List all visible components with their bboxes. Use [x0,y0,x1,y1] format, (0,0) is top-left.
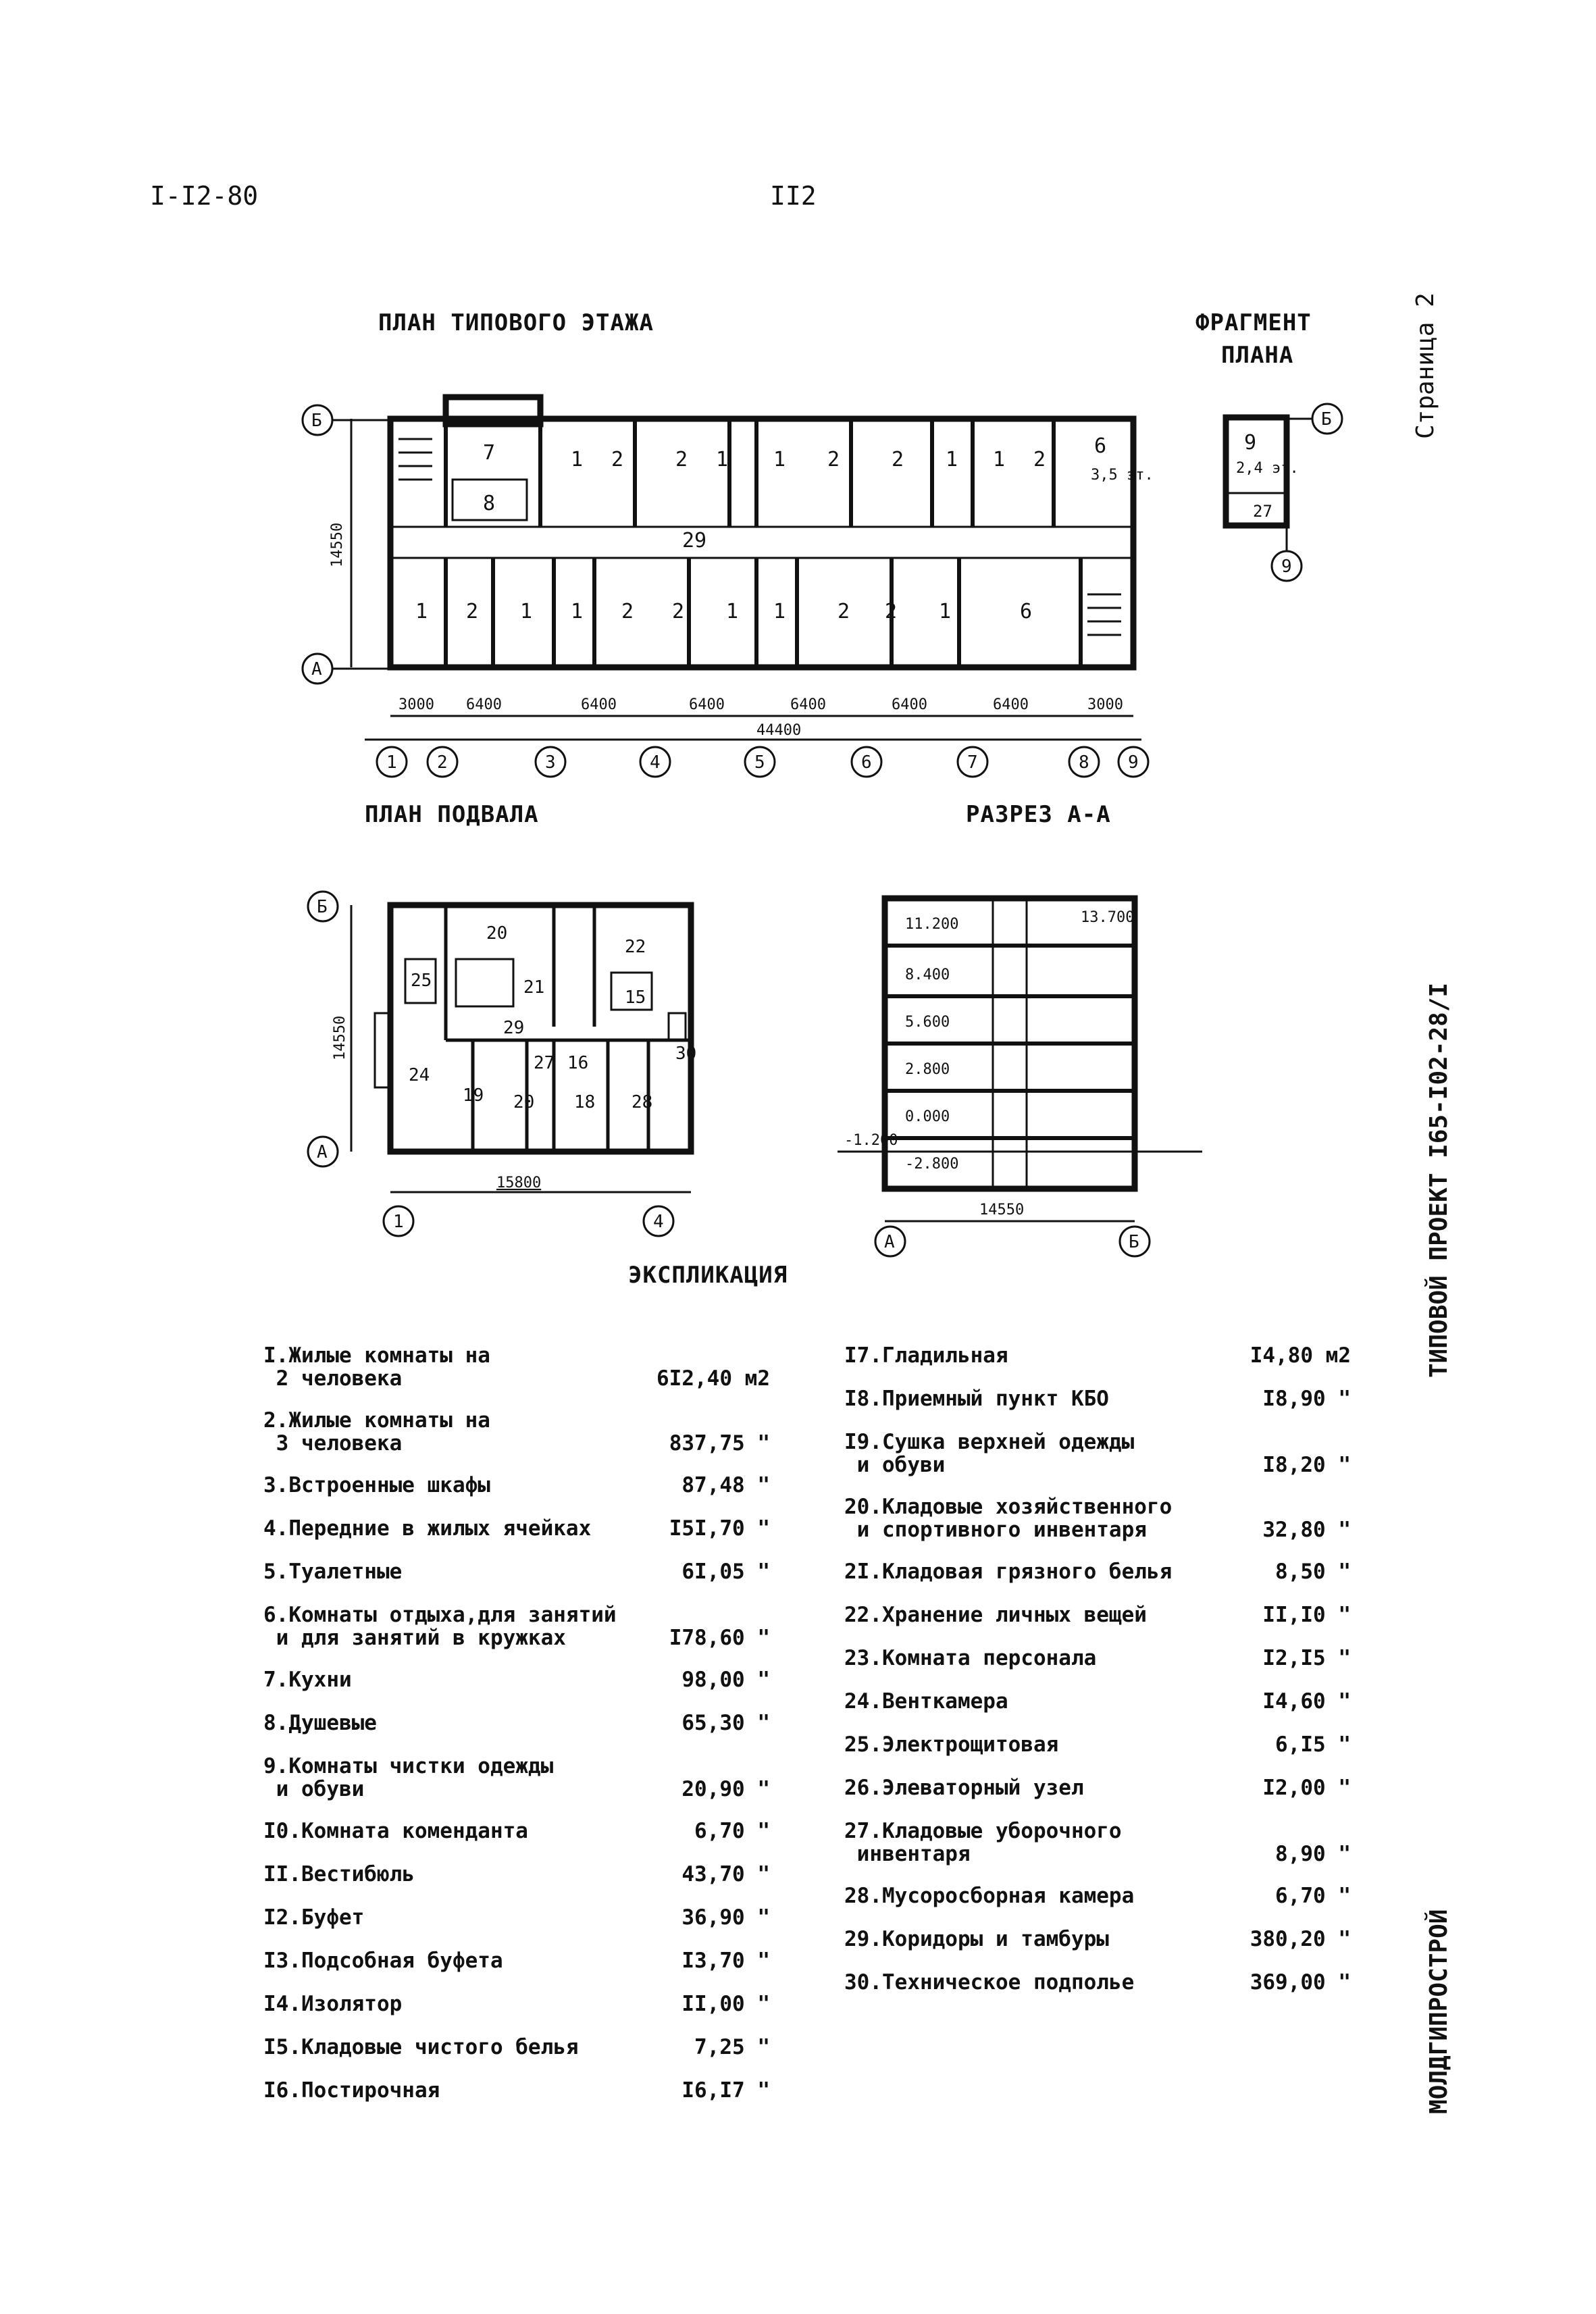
typical-floor-title: ПЛАН ТИПОВОГО ЭТАЖА [378,309,654,336]
page-label: Страница 2 [1412,292,1439,439]
room6-note: 3,5 эт. [1091,467,1154,484]
explication-item-value: II,00 " [681,1992,770,2016]
explication-item-value: I4,60 " [1262,1689,1351,1714]
bs-room: 29 [503,1018,525,1038]
explication-item-value: 87,48 " [681,1473,770,1497]
explication-item-label: 2.Жилые комнаты на 3 человека [263,1408,490,1456]
tf-bottom-room: 1 [773,600,786,623]
tf-span-dim: 6400 [892,696,927,713]
tf-axis-label: 3 [545,752,556,773]
explication-item-value: 32,80 " [1262,1518,1351,1542]
bs-room: 25 [411,971,432,991]
fragment-room: 9 [1244,431,1257,455]
tf-axis-label: 1 [386,752,397,773]
sec-level: 5.600 [905,1014,950,1031]
sec-top-level: 13.700 [1081,909,1135,926]
tf-bottom-room: 1 [571,600,584,623]
fragment-title-2: ПЛАНА [1221,342,1294,369]
fragment-title-1: ФРАГМЕНТ [1195,309,1312,336]
page-number: II2 [770,181,817,211]
bs-room: 16 [567,1053,589,1073]
explication-item-label: 2I.Кладовая грязного белья [844,1560,1173,1584]
explication-item-value: 6,70 " [1275,1884,1351,1908]
explication-item-value: 837,75 " [669,1431,770,1456]
bs-room: 24 [409,1065,430,1085]
explication-item-label: 20.Кладовые хозяйственного и спортивного инвентаря [844,1495,1173,1542]
bs-room: 21 [523,977,545,998]
bs-axis-b: Б [317,897,328,917]
explication-item-label: 27.Кладовые уборочного инвентаря [844,1819,1122,1866]
explication-item-value: 7,25 " [694,2035,770,2059]
tf-top-room: 1 [716,448,729,471]
explication-item-label: 26.Элеваторный узел [844,1776,1084,1800]
explication-item-label: 30.Техническое подполье [844,1970,1135,1995]
explication-item-value: I3,70 " [681,1949,770,1973]
explication-item-label: 4.Передние в жилых ячейках [263,1516,592,1541]
bs-axis-a: А [317,1142,328,1162]
tf-top-room: 2 [675,448,688,471]
explication-item-value: II,I0 " [1262,1603,1351,1627]
explication-item-value: 8,90 " [1275,1842,1351,1866]
tf-span-dim: 6400 [466,696,502,713]
explication-item-value: 369,00 " [1250,1970,1351,1995]
bs-room: 15 [625,987,646,1008]
explication-item-label: 8.Душевые [263,1711,377,1735]
sec-level: 0.000 [905,1108,950,1125]
explication-item-value: 43,70 " [681,1862,770,1886]
sec-width-dim: 14550 [979,1202,1025,1218]
bs-room: 30 [675,1044,697,1064]
tf-top-room: 1 [993,448,1006,471]
tf-top-room: 8 [483,492,496,515]
tf-axis-label: 8 [1079,752,1089,773]
bs-room: 27 [534,1053,555,1073]
tf-bottom-room: 2 [672,600,685,623]
tf-height-dim: 14550 [329,522,346,567]
explication-item-value: I5I,70 " [669,1516,770,1541]
tf-top-room: 7 [483,441,496,465]
explication-item-label: 6.Комнаты отдыха,для занятий и для занятий в кружках [263,1603,617,1650]
section-title: РАЗРЕЗ А-А [966,801,1111,828]
tf-top-room: 1 [571,448,584,471]
tf-axis-label: 6 [861,752,872,773]
tf-axes-y [303,405,390,684]
explication-item-value: I8,90 " [1262,1387,1351,1411]
bs-axis-1: 1 [393,1212,404,1232]
tf-axis-label: 2 [437,752,448,773]
tf-bottom-room: 2 [885,600,898,623]
explication-item-value: 8,50 " [1275,1560,1351,1584]
explication-item-value: I6,I7 " [681,2078,770,2103]
tf-total-dim: 44400 [756,722,802,739]
tf-bottom-room: 2 [621,600,634,623]
explication-item-label: I0.Комната коменданта [263,1819,528,1843]
explication-item-label: I5.Кладовые чистого белья [263,2035,579,2059]
tf-bottom-room: 1 [939,600,952,623]
explication-title: ЭКСПЛИКАЦИЯ [628,1262,788,1289]
tf-top-room: 1 [946,448,958,471]
tf-span-dim: 3000 [398,696,434,713]
tf-bottom-room: 1 [520,600,533,623]
explication-item-label: 5.Туалетные [263,1560,403,1584]
bs-room: 20 [486,923,508,944]
explication-item-label: 28.Мусоросборная камера [844,1884,1135,1908]
bs-room: 28 [632,1092,653,1112]
bs-height-dim: 14550 [332,1015,349,1060]
tf-span-dim: 6400 [689,696,725,713]
bs-axis-4: 4 [653,1212,664,1232]
explication-item-label: I6.Постирочная [263,2078,440,2103]
explication-item-value: 6,70 " [694,1819,770,1843]
tf-axis-a: А [311,659,322,679]
explication-item-label: I8.Приемный пункт КБО [844,1387,1109,1411]
explication-item-value: 20,90 " [681,1777,770,1801]
doc-code: I-I2-80 [150,181,259,211]
explication-item-value: 98,00 " [681,1668,770,1692]
fragment-note: 2,4 эт. [1236,460,1299,477]
explication-item-label: 25.Электрощитовая [844,1732,1059,1757]
sec-axis-a: А [884,1232,895,1252]
fragment-room2: 27 [1253,502,1272,521]
explication-item-label: 7.Кухни [263,1668,352,1692]
tf-bottom-room: 1 [415,600,428,623]
sec-level: 8.400 [905,967,950,983]
tf-axis-b: Б [311,411,322,431]
tf-top-room: 2 [1033,448,1046,471]
tf-top-room: 2 [611,448,624,471]
explication-item-label: 23.Комната персонала [844,1646,1097,1670]
sec-level: 2.800 [905,1061,950,1078]
explication-right [844,1344,1371,2006]
explication-item-label: 9.Комнаты чистки одежды и обуви [263,1754,554,1801]
explication-item-value: I4,80 м2 [1250,1343,1351,1368]
explication-item-label: 29.Коридоры и тамбуры [844,1927,1109,1951]
sec-level: -2.800 [905,1156,959,1173]
sec-level: 11.200 [905,916,959,933]
explication-item-label: I4.Изолятор [263,1992,403,2016]
explication-item-label: I7.Гладильная [844,1343,1008,1368]
bs-width-dim: 15800 [496,1175,542,1191]
tf-bottom-room: 2 [838,600,850,623]
explication-left [263,1344,790,2107]
tf-bottom-room: 6 [1020,600,1033,623]
tf-top-room: 1 [773,448,786,471]
tf-axis-label: 5 [754,752,765,773]
explication-item-label: 22.Хранение личных вещей [844,1603,1147,1627]
tf-top-room: 6 [1094,434,1107,458]
section-aa [838,898,1202,1256]
explication-item-value: I78,60 " [669,1626,770,1650]
explication-item-label: II.Вестибюль [263,1862,415,1886]
tf-axis-label: 4 [650,752,661,773]
explication-item-value: 36,90 " [681,1905,770,1930]
explication-item-value: 65,30 " [681,1711,770,1735]
tf-span-dim: 6400 [581,696,617,713]
explication-item-label: I.Жилые комнаты на 2 человека [263,1343,490,1391]
bs-room: 20 [513,1092,535,1112]
bs-room: 19 [463,1085,484,1106]
tf-bottom-room: 1 [726,600,739,623]
explication-item-value: I2,00 " [1262,1776,1351,1800]
bs-room: 22 [625,937,646,957]
basement-title: ПЛАН ПОДВАЛА [365,801,539,828]
tf-top-room: 2 [827,448,840,471]
explication-item-label: I9.Сушка верхней одежды и обуви [844,1430,1135,1477]
tf-bottom-room: 2 [466,600,479,623]
explication-item-value: 6I2,40 м2 [657,1366,770,1391]
explication-item-label: 24.Венткамера [844,1689,1008,1714]
tf-span-dim: 3000 [1087,696,1123,713]
explication-item-value: 380,20 " [1250,1927,1351,1951]
fragment-axis-top: Б [1321,409,1332,430]
corridor-label: 29 [682,529,707,552]
basement-plan [308,892,696,1236]
tf-span-dim: 6400 [790,696,826,713]
tf-axis-label: 9 [1128,752,1139,773]
explication-item-value: I2,I5 " [1262,1646,1351,1670]
tf-axis-label: 7 [967,752,978,773]
explication-item-label: 3.Встроенные шкафы [263,1473,490,1497]
explication-item-label: I3.Подсобная буфета [263,1949,503,1973]
org-label: МОЛДГИПРОСТРОЙ [1425,1909,1453,2114]
tf-top-room: 2 [892,448,904,471]
explication-item-value: I8,20 " [1262,1453,1351,1477]
typical-floor-plan [303,397,1154,777]
explication-item-value: 6,I5 " [1275,1732,1351,1757]
sec-ground-level: -1.200 [844,1132,898,1149]
sec-axis-b: Б [1129,1232,1139,1252]
fragment-axis-bottom: 9 [1281,557,1292,577]
project-label: ТИПОВОЙ ПРОЕКТ I65-I02-28/I [1425,982,1453,1378]
explication-item-label: I2.Буфет [263,1905,365,1930]
tf-span-dim: 6400 [993,696,1029,713]
explication-item-value: 6I,05 " [681,1560,770,1584]
bs-room: 18 [574,1092,596,1112]
fragment-plan [1226,404,1342,581]
